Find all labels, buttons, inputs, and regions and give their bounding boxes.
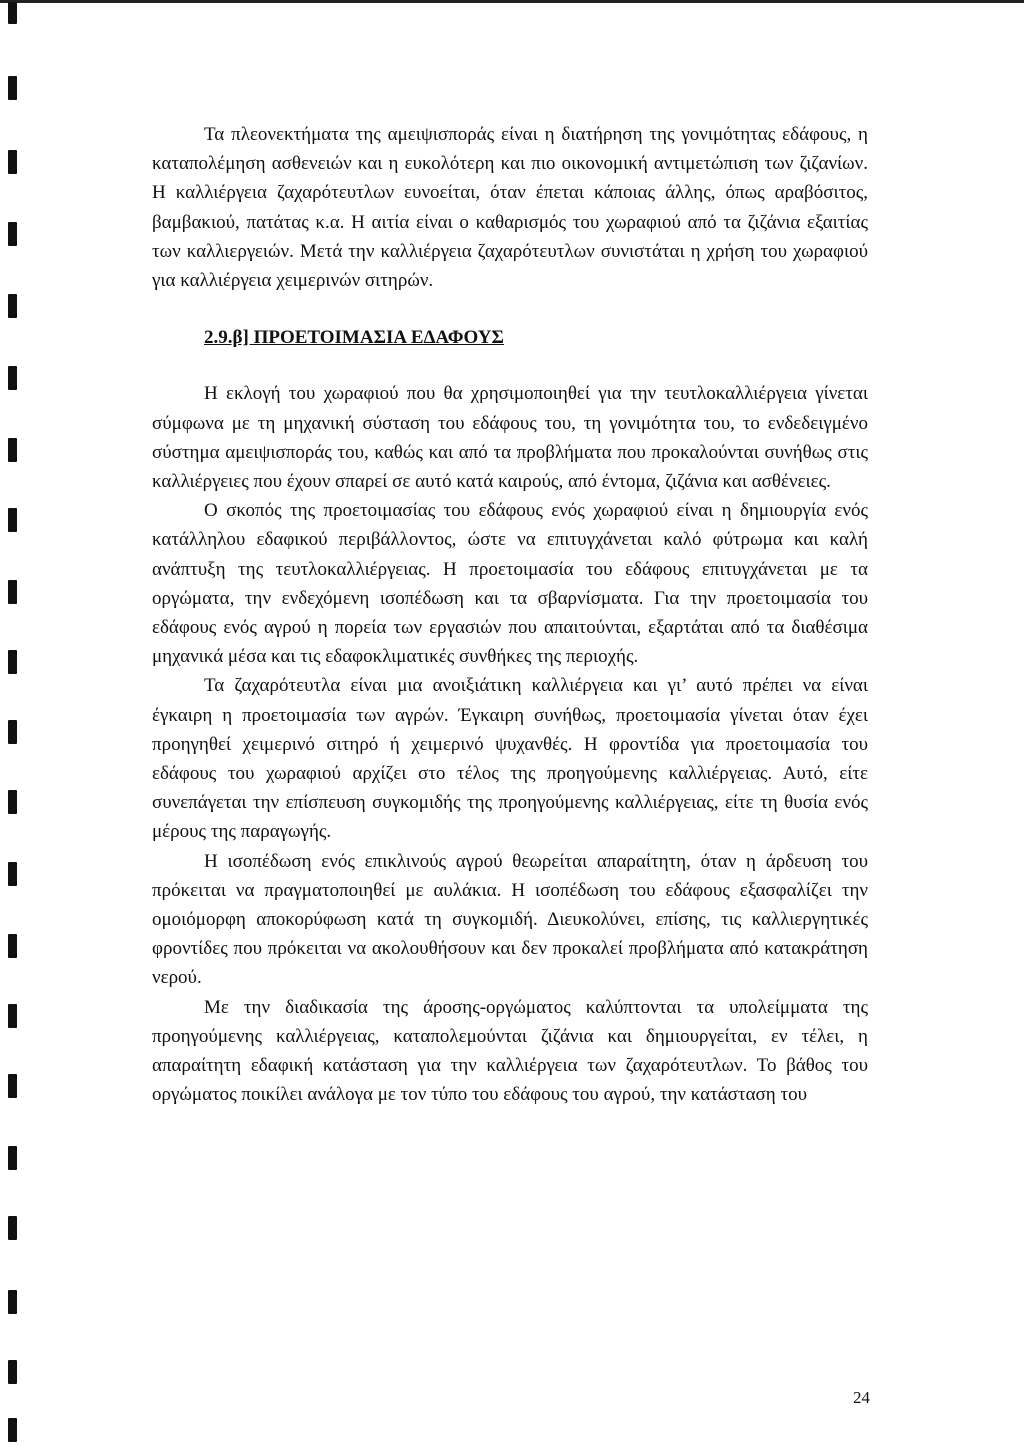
binding-mark	[8, 222, 17, 246]
binding-mark	[8, 76, 17, 100]
binding-mark	[8, 438, 17, 462]
binding-mark	[8, 580, 17, 604]
paragraph: Με την διαδικασία της άροσης-οργώματος καλύπτονται τα υπολείμματα της προηγούμενης καλλιέργειας, καταπολεμούνται ζιζάνια και δημιουργείται, εν τέλει, η απαραίτητη εδαφική κατάσταση για την καλλιέργεια των ζαχαρότευτλων. Το βάθος του οργώματος ποικίλει ανάλογα με τον τύπο του εδάφους του αγρού, την κατάσταση του	[152, 996, 868, 1106]
binding-mark	[8, 150, 17, 174]
binding-mark	[8, 1290, 17, 1314]
binding-mark	[8, 1418, 17, 1442]
binding-mark	[8, 720, 17, 744]
binding-mark	[8, 1360, 17, 1384]
binding-mark	[8, 294, 17, 318]
binding-mark	[8, 650, 17, 674]
binding-mark	[8, 366, 17, 390]
scan-top-edge	[0, 0, 1024, 3]
paragraph: Η εκλογή του χωραφιού που θα χρησιμοποιηθεί για την τευτλοκαλλιέργεια γίνεται σύμφωνα με τη μηχανική σύσταση του εδάφους του, τη γονιμότητα του, το ενδεδειγμένο σύστημα αμειψισποράς του, καθώς και από τα προβλήματα που προκαλούνται συνήθως στις καλλιέργειες που έχουν σπαρεί σε αυτό κατά καιρούς, από έντομα, ζιζάνια και ασθένειες.	[152, 383, 868, 493]
page-number: 24	[853, 1388, 870, 1407]
section-heading: 2.9.β] ΠΡΟΕΤΟΙΜΑΣΙΑ ΕΔΑΦΟΥΣ	[204, 327, 504, 349]
binding-mark	[8, 862, 17, 886]
paragraph: Τα πλεονεκτήματα της αμειψισποράς είναι η διατήρηση της γονιμότητας εδάφους, η καταπολέμηση ασθενειών και η ευκολότερη και πιο οικονομική αντιμετώπιση των ζιζανίων. Η καλλιέργεια ζαχαρότευτλων ευνοείται, όταν έπεται κάποιας άλλης, όπως αραβόσιτος, βαμβακιού, πατάτας κ.α. Η αιτία είναι ο καθαρισμός του χωραφιού από τα ζιζάνια εξαιτίας των καλλιεργειών. Μετά την καλλιέργεια ζαχαρότευτλων συνιστάται η χρήση του χωραφιού για καλλιέργεια χειμερινών σιτηρών.	[152, 124, 868, 292]
binding-mark	[8, 1146, 17, 1170]
binding-mark	[8, 2, 17, 24]
paragraph: Η ισοπέδωση ενός επικλινούς αγρού θεωρείται απαραίτητη, όταν η άρδευση του πρόκειται να πραγματοποιηθεί με αυλάκια. Η ισοπέδωση του εδάφους εξασφαλίζει την ομοιόμορφη αποκορύφωση κατά τη συγκομιδή. Διευκολύνει, επίσης, τις καλλιεργητικές φροντίδες που πρόκειται να ακολουθήσουν και δεν προκαλεί προβλήματα από κατακράτηση νερού.	[152, 850, 868, 989]
binding-mark	[8, 790, 17, 814]
paragraph: Ο σκοπός της προετοιμασίας του εδάφους ενός χωραφιού είναι η δημιουργία ενός κατάλληλου εδαφικού περιβάλλοντος, ώστε να επιτυγχάνεται καλό φύτρωμα και καλή ανάπτυξη της τευτλοκαλλιέργειας. Η προετοιμασία του εδάφους επιτυγχάνεται με τα οργώματα, την ενδεχόμενη ισοπέδωση και τα σβαρνίσματα. Για την προετοιμασία του εδάφους ενός αγρού η πορεία των εργασιών που απαιτούνται, εξαρτάται από τα διαθέσιμα μηχανικά μέσα και τις εδαφοκλιματικές συνθήκες της περιοχής.	[152, 500, 868, 668]
binding-mark	[8, 1216, 17, 1240]
body-text	[152, 120, 868, 1110]
binding-marks	[0, 0, 24, 1447]
binding-mark	[8, 508, 17, 532]
binding-mark	[8, 934, 17, 958]
binding-mark	[8, 1074, 17, 1098]
paragraph: Τα ζαχαρότευτλα είναι μια ανοιξιάτικη καλλιέργεια και γι’ αυτό πρέπει να είναι έγκαιρη η προετοιμασία των αγρών. Έγκαιρη συνήθως, προετοιμασία γίνεται όταν έχει προηγηθεί χειμερινό σιτηρό ή χειμερινό ψυχανθές. Η φροντίδα για προετοιμασία του εδάφους του χωραφιού αρχίζει στο τέλος της προηγούμενης καλλιέργειας. Αυτό, είτε συνεπάγεται την επίσπευση συγκομιδής της προηγούμενης καλλιέργειας, είτε τη θυσία ενός μέρους της παραγωγής.	[152, 675, 868, 843]
binding-mark	[8, 1004, 17, 1028]
